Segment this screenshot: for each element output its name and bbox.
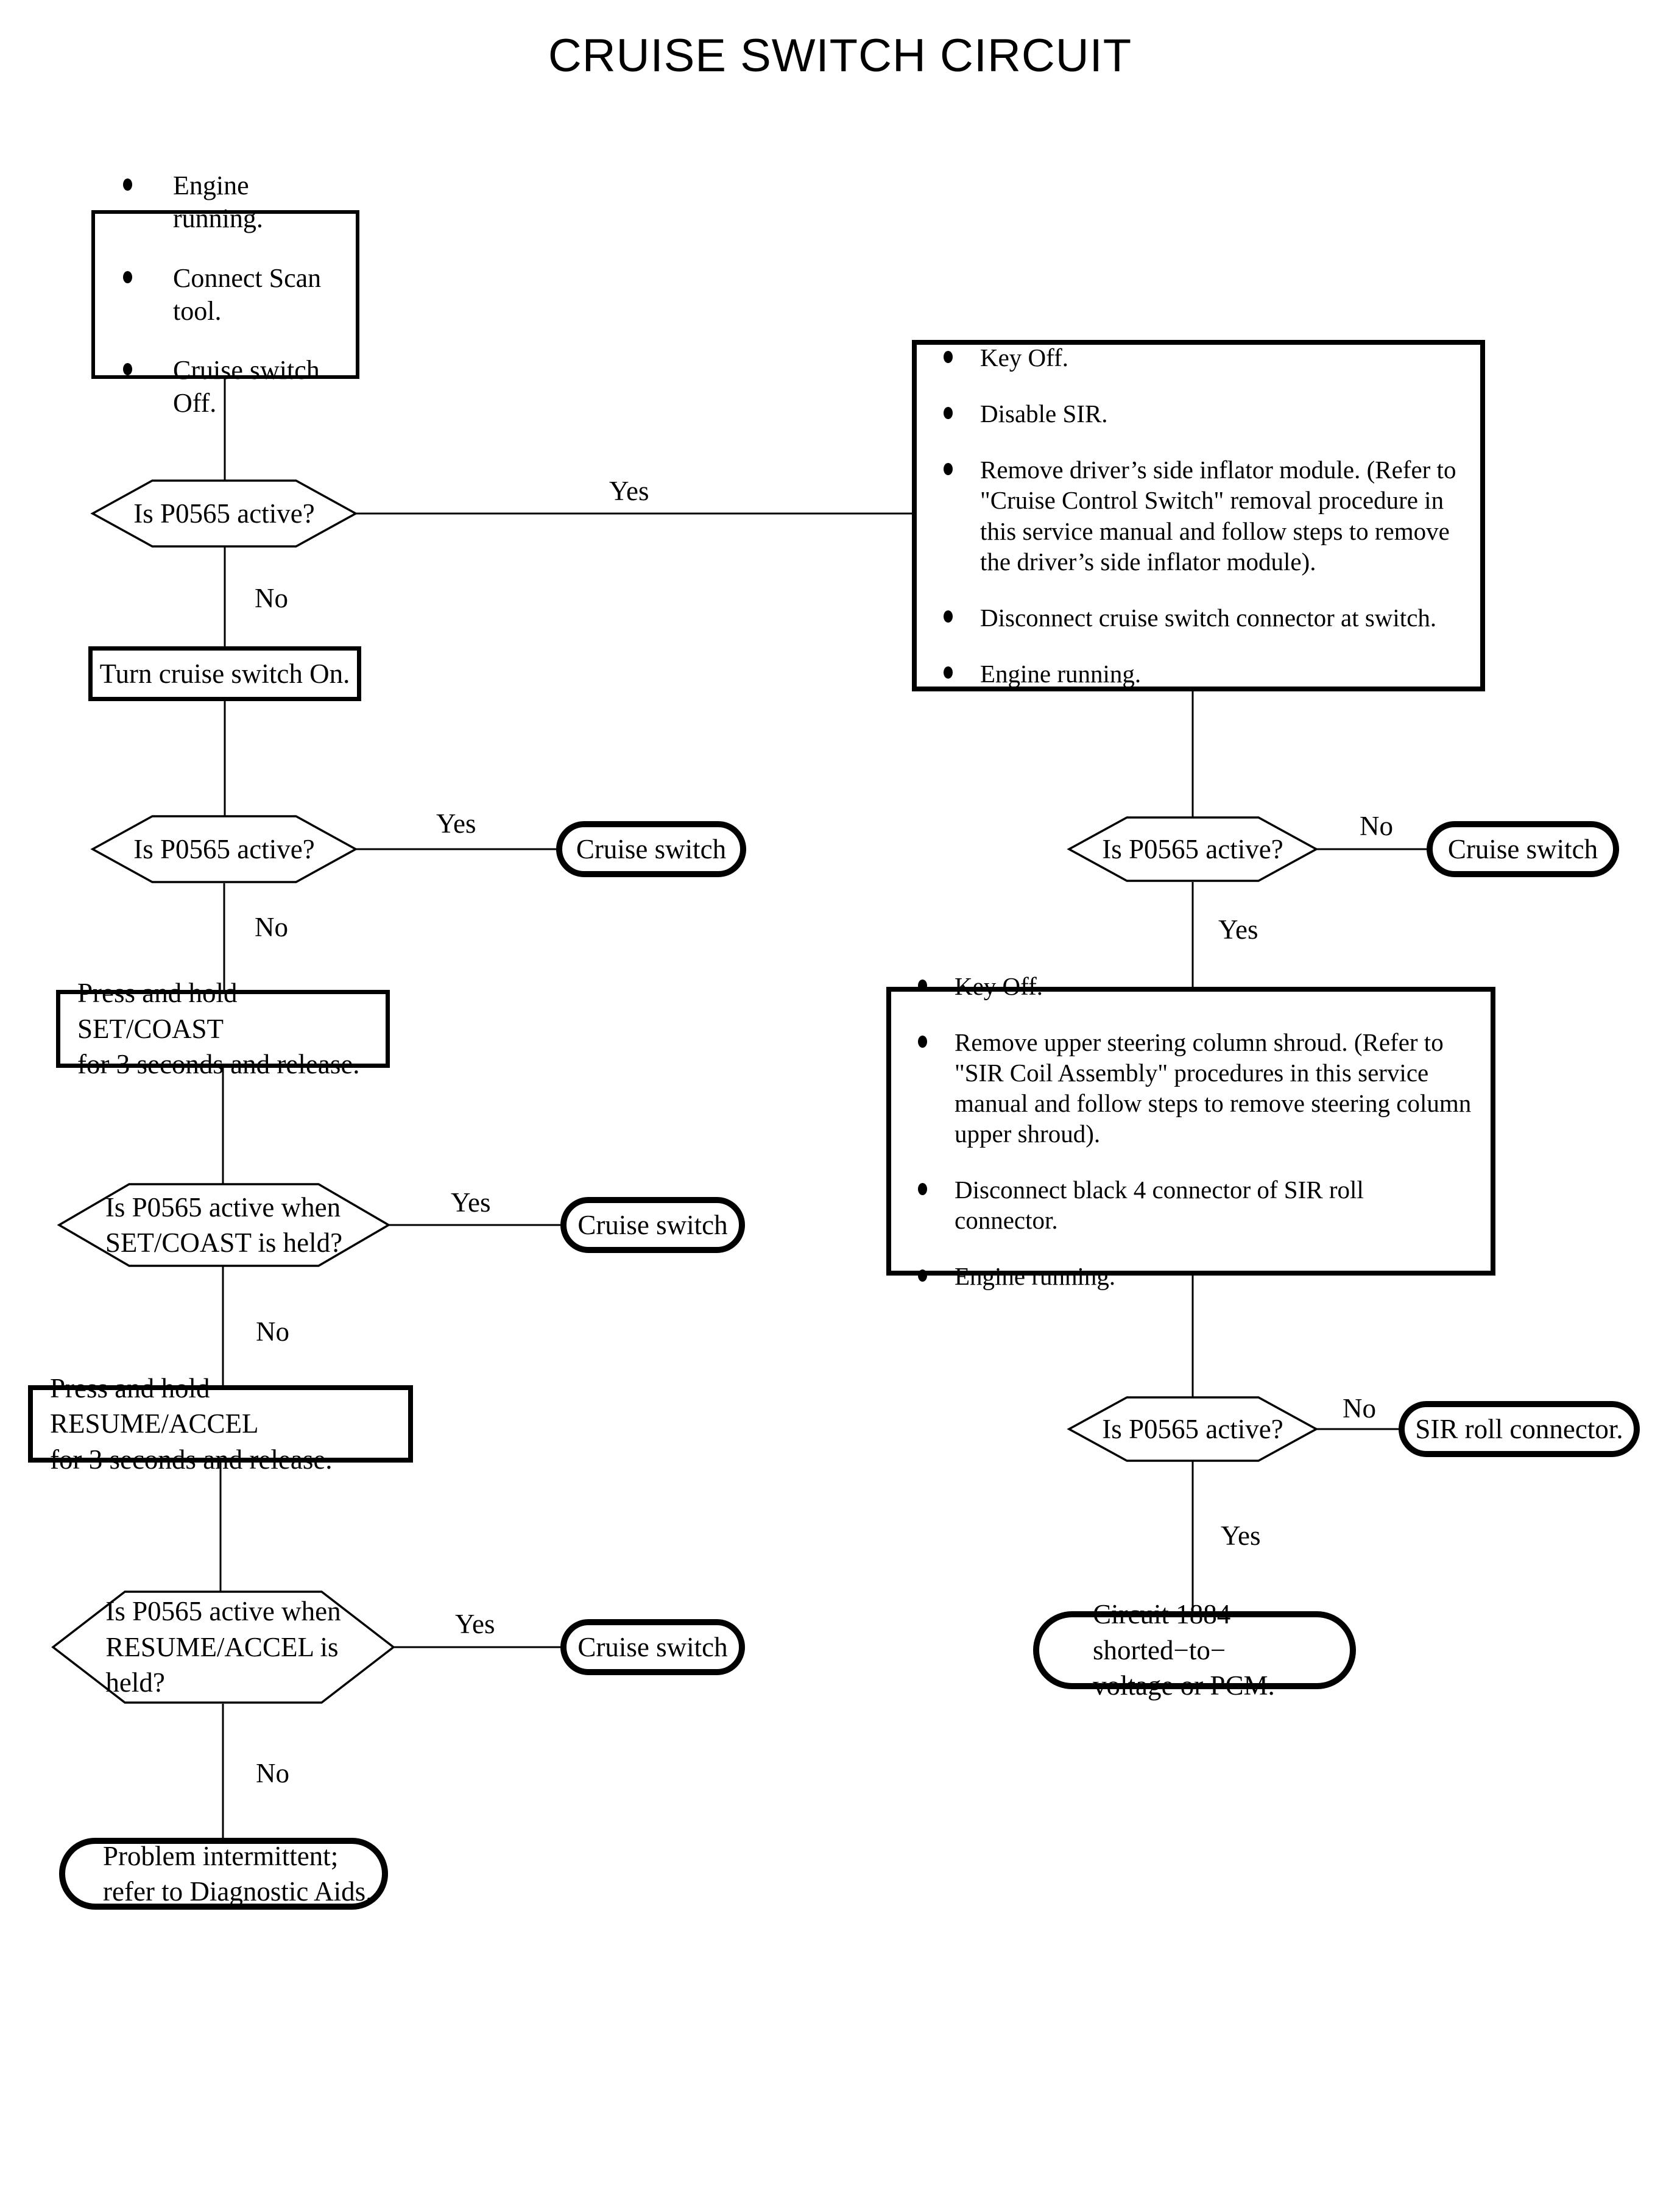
shroud-removal-list (891, 971, 1491, 1291)
action-label: Turn cruise switch On. (99, 658, 350, 689)
edge-label-no-5: No (1360, 811, 1393, 841)
edge-label-yes-6: Yes (1221, 1520, 1261, 1551)
edge-label-yes-4: Yes (455, 1609, 495, 1639)
bullet-item: Remove upper steering column shroud. (Refer to "SIR Coil Assembly" procedures in this service manual and follow steps to remove steering column upper shroud). (891, 1027, 1472, 1149)
decision-label: Is P0565 active? (1102, 833, 1283, 864)
bullet-item: Engine running. (95, 169, 337, 235)
bullet-item: Connect Scan tool. (95, 262, 337, 327)
terminal-cruise-switch-3 (560, 1619, 745, 1675)
terminal-label: SIR roll connector. (1415, 1413, 1623, 1444)
terminal-cruise-switch-4 (1427, 821, 1619, 877)
edge-label-yes-2: Yes (436, 808, 476, 839)
edge-label-yes-3: Yes (451, 1187, 491, 1218)
bullet-item: Engine running. (891, 1261, 1472, 1291)
decision-label: Is P0565 active? (133, 833, 315, 864)
edge-label-no-3: No (256, 1316, 289, 1347)
bullet-item: Disconnect black 4 connector of SIR roll connector. (891, 1174, 1472, 1235)
action-label: Press and hold SET/COAST for 3 seconds and release. (77, 978, 360, 1080)
terminal-label: Cruise switch (577, 1631, 728, 1662)
decision-p0565-active-4 (1069, 1399, 1316, 1460)
terminal-label: Problem intermittent; refer to Diagnostic Aids. (103, 1840, 373, 1907)
press-set-coast-box (56, 978, 390, 1080)
edge-label-no-6: No (1343, 1393, 1376, 1424)
terminal-label: Cruise switch (1447, 833, 1598, 864)
start-conditions-list (95, 169, 356, 419)
decision-label: Is P0565 active when SET/COAST is held? (105, 1191, 343, 1258)
edge-label-yes-5: Yes (1218, 914, 1258, 945)
edge-label-no-2: No (255, 912, 288, 942)
terminal-problem-intermittent (59, 1838, 388, 1910)
terminal-label: Circuit 1884 shorted−to− voltage or PCM. (1093, 1599, 1275, 1701)
bullet-item: Engine running. (917, 658, 1462, 689)
decision-label: Is P0565 active when RESUME/ACCEL is held? (105, 1596, 341, 1698)
terminal-label: Cruise switch (576, 833, 727, 864)
bullet-item: Cruise switch Off. (95, 354, 337, 419)
bullet-item: Disable SIR. (917, 398, 1462, 429)
shroud-removal-box (886, 972, 1495, 1291)
edge-label-no-1: No (255, 583, 288, 613)
decision-p0565-active-2 (93, 816, 356, 882)
inflator-removal-box (912, 340, 1485, 691)
turn-cruise-switch-on-box (88, 646, 361, 701)
terminal-cruise-switch-2 (560, 1197, 745, 1253)
decision-p0565-resume-accel-held (53, 1592, 394, 1703)
decision-p0565-active-1 (93, 482, 356, 545)
decision-p0565-active-3 (1069, 817, 1316, 881)
terminal-label: Cruise switch (577, 1209, 728, 1240)
edge-label-no-4: No (256, 1758, 289, 1788)
start-conditions-box (91, 171, 359, 418)
terminal-circuit-1884 (1033, 1599, 1356, 1701)
edge-label-yes-1: Yes (609, 476, 649, 506)
decision-label: Is P0565 active? (1102, 1413, 1283, 1444)
press-resume-accel-box (28, 1372, 413, 1475)
decision-label: Is P0565 active? (133, 498, 315, 529)
terminal-cruise-switch-1 (556, 821, 746, 877)
bullet-item: Disconnect cruise switch connector at switch. (917, 602, 1462, 633)
bullet-item: Key Off. (891, 971, 1472, 1001)
bullet-item: Remove driver’s side inflator module. (Refer to "Cruise Control Switch" removal procedure in this service manual and follow steps to remove the driver’s side inflator module). (917, 454, 1462, 576)
action-label: Press and hold RESUME/ACCEL for 3 seconds and release. (50, 1372, 333, 1475)
inflator-removal-list (917, 342, 1480, 688)
bullet-item: Key Off. (917, 342, 1462, 373)
decision-p0565-set-coast-held (59, 1185, 389, 1265)
terminal-sir-roll-connector (1399, 1401, 1640, 1457)
diagram-title: CRUISE SWITCH CIRCUIT (548, 30, 1132, 82)
